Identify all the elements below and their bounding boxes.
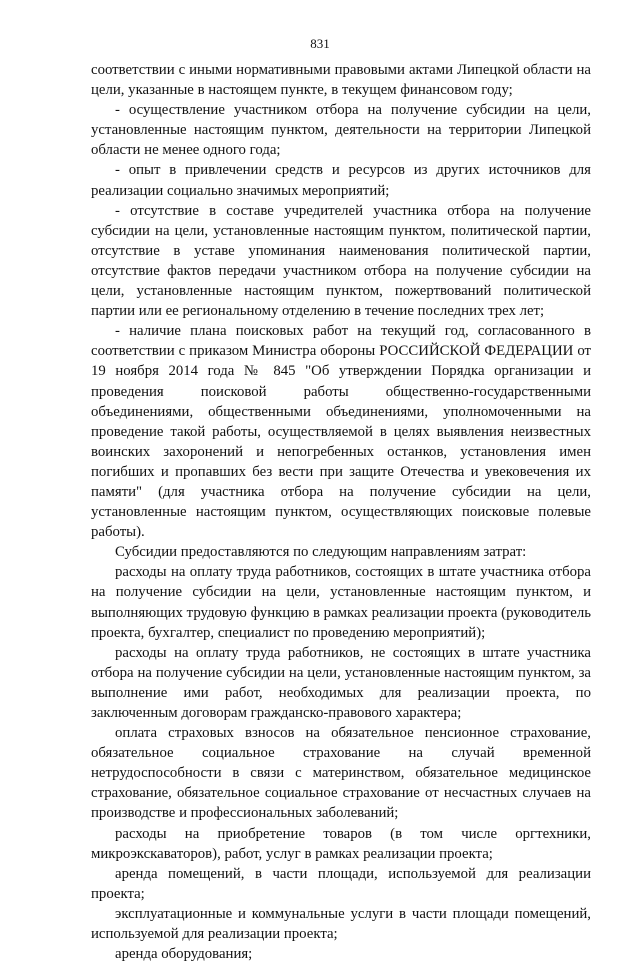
page-number: 831 bbox=[310, 36, 330, 51]
paragraph: - отсутствие в составе учредителей участника отбора на получение субсидии на цели, установленные настоящим пунктом, политической партии, отсутствие в уставе упоминания наименования политической партии, отсутствие фактов передачи участником отбора на получение субсидии на цели, установленные настоящим пунктом, пожертвований политической партии или ее региональному отделению в течение последних трех лет; bbox=[91, 202, 591, 320]
paragraph: - наличие плана поисковых работ на текущий год, согласованного в соответствии с приказом Министра обороны РОССИЙСКОЙ ФЕДЕРАЦИИ от 19 ноября 2014 года № 845 "Об утверждении Порядка организации и проведения поисковой работы общественно-государственными объединениями, общественными объединениями, уполномоченными на проведение такой работы, осуществляемой в целях выявления неизвестных воинских захоронений и непогребенных останков, установления имен погибших и пропавших без вести при защите Отечества и увековечения их памяти" (для участника отбора на получение субсидии на цели, установленные настоящим пунктом, осуществляющих поисковые полевые работы). bbox=[91, 323, 591, 541]
paragraph: соответствии с иными нормативными правовыми актами Липецкой области на цели, указанные в настоящем пункте, в текущем финансовом году; bbox=[91, 62, 591, 99]
paragraph: - опыт в привлечении средств и ресурсов из других источников для реализации социально значимых мероприятий; bbox=[91, 162, 591, 199]
paragraph: Субсидии предоставляются по следующим направлениям затрат: bbox=[115, 544, 527, 561]
document-body bbox=[91, 60, 591, 964]
paragraph: расходы на оплату труда работников, не состоящих в штате участника отбора на получение субсидии на цели, установленные настоящим пунктом, за выполнение ими работ, необходимых для реализации проекта, по заключенным договорам гражданско-правового характера; bbox=[91, 644, 591, 721]
paragraph: расходы на оплату труда работников, состоящих в штате участника отбора на получение субсидии на цели, установленные настоящим пунктом, и выполняющих трудовую функцию в рамках реализации проекта (руководитель проекта, бухгалтер, специалист по проведению мероприятий); bbox=[91, 564, 591, 641]
paragraph: - осуществление участником отбора на получение субсидии на цели, установленные настоящим пунктом, деятельности на территории Липецкой области не менее одного года; bbox=[91, 102, 591, 159]
paragraph: аренда оборудования; bbox=[115, 946, 253, 963]
paragraph: аренда помещений, в части площади, используемой для реализации проекта; bbox=[91, 865, 591, 902]
paragraph: расходы на приобретение товаров (в том числе оргтехники, микроэкскаваторов), работ, услуг в рамках реализации проекта; bbox=[91, 825, 591, 862]
paragraph: оплата страховых взносов на обязательное пенсионное страхование, обязательное социальное страхование на случай временной нетрудоспособности в связи с материнством, обязательное медицинское страхование, обязательное социальное страхование от несчастных случаев на производстве и профессиональных заболеваний; bbox=[91, 725, 591, 822]
paragraph: эксплуатационные и коммунальные услуги в части площади помещений, используемой для реализации проекта; bbox=[91, 905, 591, 943]
